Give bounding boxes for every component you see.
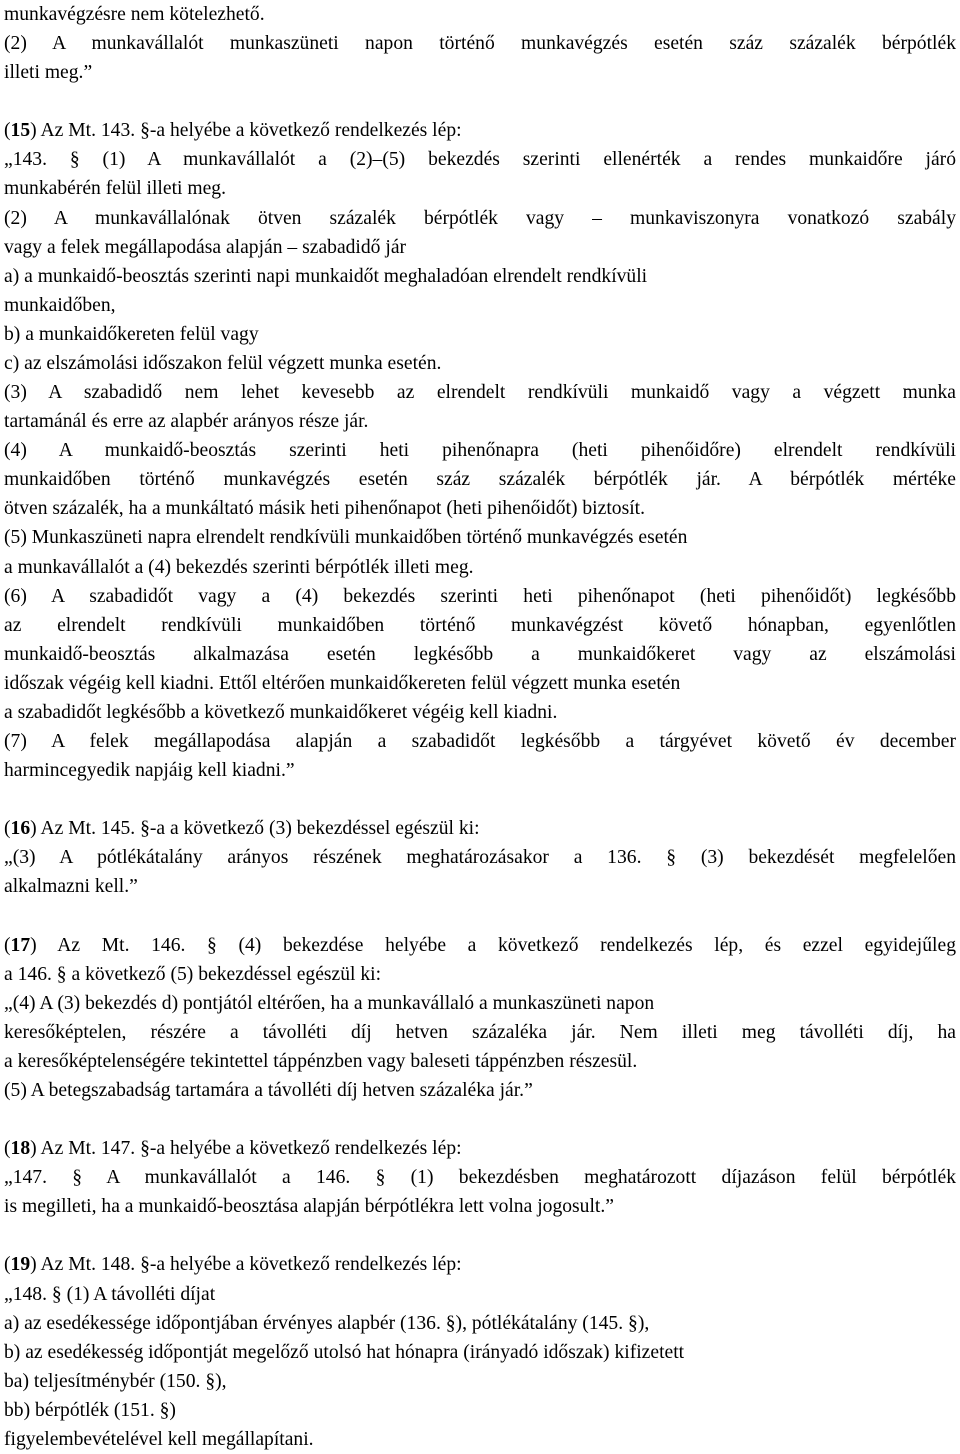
document-line: munkabérén felül illeti meg. (4, 178, 226, 200)
document-line: (2) A munkavállalónak ötven százalék bérpótlék vagy – munkaviszonyra vonatkozó szabály (4, 207, 956, 229)
document-line: tartamánál és erre az alapbér arányos része jár. (4, 411, 369, 433)
document-line: a munkavállalót a (4) bekezdés szerinti bérpótlék illeti meg. (4, 556, 474, 578)
document-line: (16) Az Mt. 145. §-a a következő (3) bekezdéssel egészül ki: (4, 818, 480, 840)
document-line: illeti meg.” (4, 62, 93, 84)
amendment-text: Az Mt. 146. § (4) bekezdése helyébe a következő rendelkezés lép, és ezzel egyidejűleg (36, 934, 956, 956)
document-line: ba) teljesítménybér (150. §), (4, 1370, 227, 1392)
document-line: b) a munkaidőkereten felül vagy (4, 323, 259, 345)
document-line: munkaidőben, (4, 294, 116, 316)
document-line: „147. § A munkavállalót a 146. § (1) bekezdésben meghatározott díjazáson felül bérpótlék (4, 1167, 956, 1189)
document-line: munkaidőben történő munkavégzés esetén száz százalék bérpótlék jár. A bérpótlék mértéke (4, 469, 956, 491)
document-line: a szabadidőt legkésőbb a következő munkaidőkeret végéig kell kiadni. (4, 701, 558, 723)
document-line: a 146. § a következő (5) bekezdéssel egészül ki: (4, 963, 382, 985)
document-line: a) a munkaidő-beosztás szerinti napi munkaidőt meghaladóan elrendelt rendkívüli (4, 265, 648, 287)
document-line: „143. § (1) A munkavállalót a (2)–(5) bekezdés szerinti ellenérték a rendes munkaidőre járó (4, 149, 956, 171)
document-line: (3) A szabadidő nem lehet kevesebb az elrendelt rendkívüli munkaidő vagy a végzett munka (4, 382, 956, 404)
document-line: (15) Az Mt. 143. §-a helyébe a következő rendelkezés lép: (4, 120, 462, 142)
amendment-number: 17 (10, 934, 31, 956)
amendment-text: Az Mt. 143. §-a helyébe a következő rendelkezés lép: (36, 120, 462, 142)
document-line: (5) A betegszabadság tartamára a távolléti díj hetven százaléka jár.” (4, 1079, 533, 1101)
document-line: „(4) A (3) bekezdés d) pontjától eltérően, ha a munkavállaló a munkaszüneti napon (4, 992, 655, 1014)
document-line: munkaidő-beosztás alkalmazása esetén legkésőbb a munkaidőkeret vagy az elszámolási (4, 643, 956, 665)
document-line: (4) A munkaidő-beosztás szerinti heti pihenőnapra (heti pihenőidőre) elrendelt rendkívüli (4, 440, 956, 462)
document-line: „148. § (1) A távolléti díjat (4, 1283, 216, 1305)
amendment-number: 16 (10, 818, 31, 840)
document-line: (7) A felek megállapodása alapján a szabadidőt legkésőbb a tárgyévet követő év december (4, 731, 956, 752)
document-line: időszak végéig kell kiadni. Ettől eltérően munkaidőkereten felül végzett munka esetén (4, 672, 681, 694)
document-line: figyelembevételével kell megállapítani. (4, 1428, 314, 1450)
document-line: az elrendelt rendkívüli munkaidőben történő munkavégzést követő hónapban, egyenlőtlen (4, 614, 956, 636)
document-line: keresőképtelen, részére a távolléti díj hetven százaléka jár. Nem illeti meg távolléti díj, ha (4, 1021, 956, 1043)
amendment-text: Az Mt. 145. §-a a következő (3) bekezdéssel egészül ki: (36, 818, 480, 840)
document-line: „(3) A pótlékátalány arányos részének meghatározásakor a 136. § (3) bekezdését megfelelően (4, 847, 956, 869)
document-line: munkavégzésre nem kötelezhető. (4, 4, 265, 25)
document-line: (5) Munkaszüneti napra elrendelt rendkívüli munkaidőben történő munkavégzés esetén (4, 527, 688, 549)
document-line: bb) bérpótlék (151. §) (4, 1399, 176, 1421)
document-line: (17) Az Mt. 146. § (4) bekezdése helyébe a következő rendelkezés lép, és ezzel egyidejűleg (4, 934, 956, 956)
document-line: (18) Az Mt. 147. §-a helyébe a következő rendelkezés lép: (4, 1138, 462, 1160)
document-line: c) az elszámolási időszakon felül végzett munka esetén. (4, 352, 442, 374)
document-line: alkalmazni kell.” (4, 876, 138, 898)
document-line: harmincegyedik napjáig kell kiadni.” (4, 760, 295, 782)
amendment-text: Az Mt. 147. §-a helyébe a következő rendelkezés lép: (36, 1138, 462, 1160)
amendment-text: Az Mt. 148. §-a helyébe a következő rendelkezés lép: (36, 1254, 462, 1276)
document-line: is megilleti, ha a munkaidő-beosztása alapján bérpótlékra lett volna jogosult.” (4, 1196, 614, 1218)
amendment-number: 15 (10, 120, 31, 142)
document-line: (2) A munkavállalót munkaszüneti napon történő munkavégzés esetén száz százalék bérpótlék (4, 33, 956, 55)
document-line: (19) Az Mt. 148. §-a helyébe a következő rendelkezés lép: (4, 1254, 462, 1276)
document-line: vagy a felek megállapodása alapján – szabadidő jár (4, 236, 407, 258)
document-line: a) az esedékessége időpontjában érvényes alapbér (136. §), pótlékátalány (145. §), (4, 1312, 650, 1334)
document-line: ötven százalék, ha a munkáltató másik heti pihenőnapot (heti pihenőidőt) biztosít. (4, 498, 645, 520)
amendment-number: 18 (10, 1138, 31, 1160)
document-line: (6) A szabadidőt vagy a (4) bekezdés szerinti heti pihenőnapot (heti pihenőidőt) legkésőbb (4, 585, 956, 607)
document-line: a keresőképtelenségére tekintettel táppénzben vagy baleseti táppénzben részesül. (4, 1050, 638, 1072)
document-line: b) az esedékesség időpontját megelőző utolsó hat hónapra (irányadó időszak) kifizetett (4, 1341, 685, 1363)
amendment-number: 19 (10, 1254, 31, 1276)
